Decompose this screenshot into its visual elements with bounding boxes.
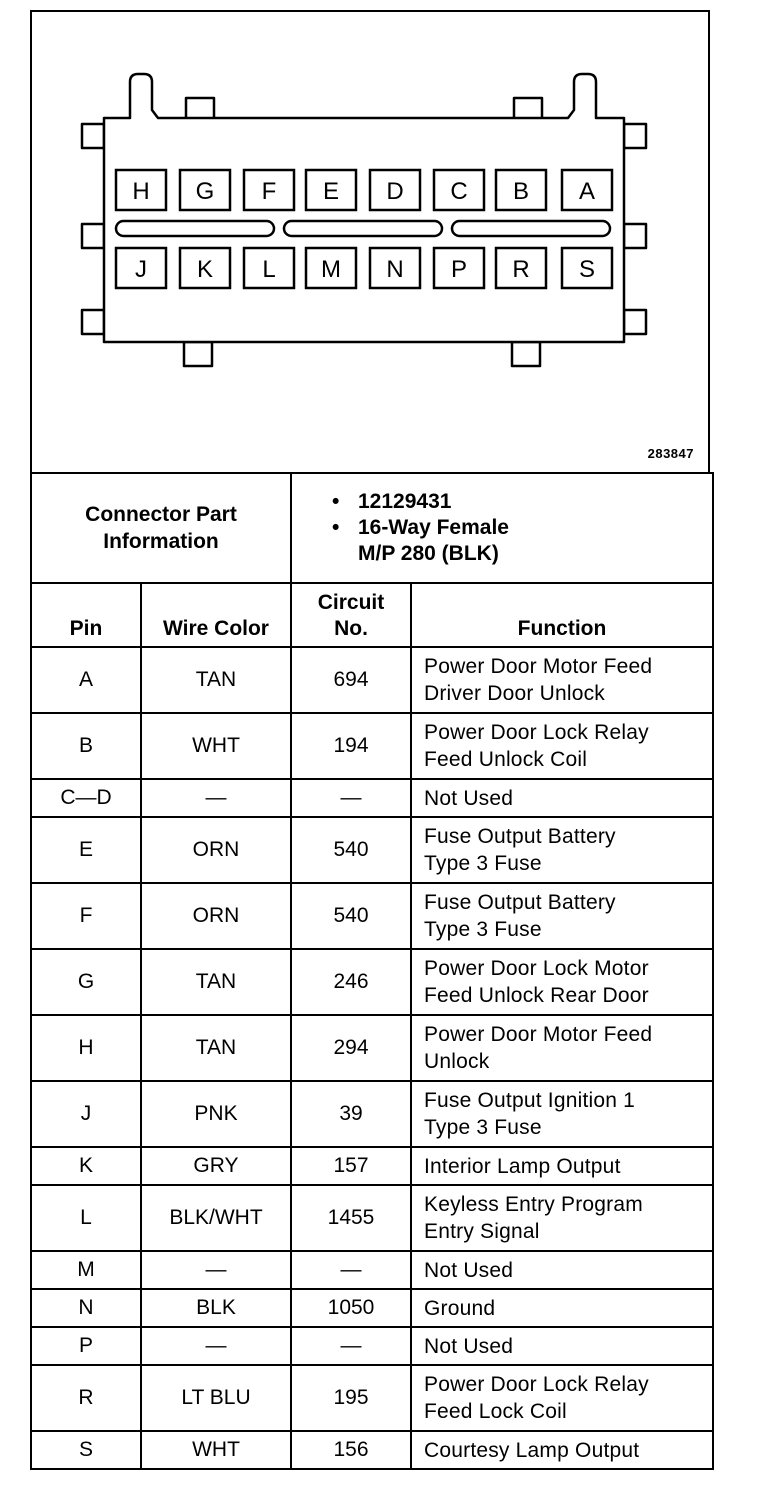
function-cell <box>411 817 713 883</box>
wire-color-cell: TAN <box>141 949 291 1015</box>
function-line: Feed Unlock Rear Door <box>424 984 649 1007</box>
connector-face-diagram <box>32 12 708 474</box>
function-line: Feed Lock Coil <box>424 1400 567 1423</box>
wire-color-cell: ORN <box>141 883 291 949</box>
function-line: Power Door Lock Relay <box>424 721 649 744</box>
circuit-number-cell: 246 <box>291 949 411 1015</box>
wire-color-cell: BLK <box>141 1289 291 1327</box>
wire-color-cell: BLK/WHT <box>141 1185 291 1251</box>
wire-color-cell: — <box>141 1327 291 1365</box>
function-cell <box>411 1431 713 1469</box>
keyway-slot-right <box>452 221 610 236</box>
connector-info-row <box>31 473 713 583</box>
pin-label-m: M <box>321 256 341 283</box>
pin-label-r: R <box>512 256 530 283</box>
wire-color-cell: WHT <box>141 713 291 779</box>
circuit-number-cell: 39 <box>291 1081 411 1147</box>
keyway-slot-center <box>284 221 442 236</box>
function-cell <box>411 1185 713 1251</box>
wire-color-cell: LT BLU <box>141 1365 291 1431</box>
function-cell <box>411 949 713 1015</box>
connector-tab-top-right <box>514 98 542 120</box>
pin-label-b: B <box>512 178 530 205</box>
function-line: Not Used <box>424 1334 514 1358</box>
circuit-number-cell: 540 <box>291 883 411 949</box>
pin-cell: N <box>31 1289 141 1327</box>
wire-color-cell: ORN <box>141 817 291 883</box>
pin-cell: A <box>31 647 141 713</box>
table-row <box>31 647 713 713</box>
function-line: Keyless Entry Program <box>424 1193 643 1216</box>
pin-label-s: S <box>578 256 596 283</box>
pin-cell: C—D <box>31 779 141 817</box>
table-row <box>31 1365 713 1431</box>
pin-cell: R <box>31 1365 141 1431</box>
pin-label-l: L <box>262 256 276 283</box>
connector-tab-bottom-right <box>512 342 540 366</box>
circuit-number-cell: 194 <box>291 713 411 779</box>
function-line: Fuse Output Battery <box>424 825 616 848</box>
connector-diagram-panel <box>30 10 710 472</box>
circuit-number-cell: 1050 <box>291 1289 411 1327</box>
function-line: Not Used <box>424 1258 514 1282</box>
function-line: Courtesy Lamp Output <box>424 1438 640 1462</box>
circuit-number-cell: 540 <box>291 817 411 883</box>
pin-cell: H <box>31 1015 141 1081</box>
keyway-slot-left <box>116 221 274 236</box>
circuit-number-cell: — <box>291 1327 411 1365</box>
circuit-number-cell: 1455 <box>291 1185 411 1251</box>
pin-cell: G <box>31 949 141 1015</box>
function-cell <box>411 883 713 949</box>
wire-color-cell: — <box>141 1251 291 1289</box>
function-cell <box>411 1251 713 1289</box>
wire-color-cell: WHT <box>141 1431 291 1469</box>
pin-cell: S <box>31 1431 141 1469</box>
function-line: Not Used <box>424 786 514 810</box>
circuit-number-cell: 294 <box>291 1015 411 1081</box>
function-line: Unlock <box>424 1050 490 1073</box>
header-circuit-line2: No. <box>334 617 368 640</box>
table-row <box>31 883 713 949</box>
wire-color-cell: PNK <box>141 1081 291 1147</box>
pin-cell: J <box>31 1081 141 1147</box>
pin-label-a: A <box>578 178 596 205</box>
table-header-row <box>31 583 713 647</box>
pin-cell: P <box>31 1327 141 1365</box>
circuit-number-cell: — <box>291 779 411 817</box>
function-line: Power Door Motor Feed <box>424 655 653 678</box>
connector-pinout-table <box>30 472 714 1470</box>
connector-ear-left-top <box>82 124 104 148</box>
circuit-number-cell: 156 <box>291 1431 411 1469</box>
function-cell <box>411 1147 713 1185</box>
header-function: Function <box>411 583 713 647</box>
table-row <box>31 1185 713 1251</box>
circuit-number-cell: 694 <box>291 647 411 713</box>
diagram-reference-number: 283847 <box>647 446 694 461</box>
table-row <box>31 1147 713 1185</box>
pin-label-c: C <box>450 178 468 205</box>
connector-ear-left-middle <box>82 224 104 248</box>
wire-color-cell: GRY <box>141 1147 291 1185</box>
function-cell <box>411 1015 713 1081</box>
pin-label-e: E <box>322 178 340 205</box>
pin-label-g: G <box>195 178 215 205</box>
function-cell <box>411 1289 713 1327</box>
pin-label-k: K <box>196 256 214 283</box>
function-line: Feed Unlock Coil <box>424 748 588 771</box>
table-row <box>31 1081 713 1147</box>
pin-label-j: J <box>135 256 147 283</box>
pin-cell: L <box>31 1185 141 1251</box>
function-cell <box>411 1081 713 1147</box>
pin-label-n: N <box>386 256 404 283</box>
connector-ear-right-top <box>624 124 646 148</box>
function-line: Fuse Output Ignition 1 <box>424 1089 636 1112</box>
wire-color-cell: TAN <box>141 1015 291 1081</box>
function-cell <box>411 1365 713 1431</box>
table-row <box>31 779 713 817</box>
function-line: Power Door Lock Relay <box>424 1373 649 1396</box>
function-cell <box>411 1327 713 1365</box>
circuit-number-cell: 195 <box>291 1365 411 1431</box>
connector-tab-top-left <box>186 98 214 120</box>
header-circuit-no <box>291 583 411 647</box>
function-line: Fuse Output Battery <box>424 891 616 914</box>
pin-cell: B <box>31 713 141 779</box>
pin-label-f: F <box>261 178 277 205</box>
connector-tab-bottom-left <box>184 342 212 366</box>
header-wire-color: Wire Color <box>141 583 291 647</box>
header-circuit-line1: Circuit <box>317 591 385 614</box>
pin-cell: K <box>31 1147 141 1185</box>
wire-color-cell: TAN <box>141 647 291 713</box>
connector-ear-right-middle <box>624 224 646 248</box>
wire-color-cell: — <box>141 779 291 817</box>
function-line: Driver Door Unlock <box>424 682 605 705</box>
function-line: Type 3 Fuse <box>424 852 542 875</box>
table-row <box>31 817 713 883</box>
header-pin: Pin <box>31 583 141 647</box>
function-line: Type 3 Fuse <box>424 918 542 941</box>
function-cell <box>411 713 713 779</box>
table-row <box>31 1015 713 1081</box>
pin-cell: E <box>31 817 141 883</box>
table-row <box>31 1327 713 1365</box>
pin-label-d: D <box>386 178 404 205</box>
table-row <box>31 949 713 1015</box>
pin-label-p: P <box>450 256 468 283</box>
function-line: Type 3 Fuse <box>424 1116 542 1139</box>
pin-cell: M <box>31 1251 141 1289</box>
connector-part-info-list <box>291 473 713 583</box>
table-row <box>31 1251 713 1289</box>
function-line: Interior Lamp Output <box>424 1154 621 1178</box>
function-line: Entry Signal <box>424 1220 540 1243</box>
pin-label-h: H <box>132 178 150 205</box>
connector-mp-description: M/P 280 (BLK) <box>358 542 499 565</box>
function-cell <box>411 647 713 713</box>
function-cell <box>411 779 713 817</box>
connector-type: • 16-Way Female <box>332 515 712 541</box>
function-line: Power Door Motor Feed <box>424 1023 653 1046</box>
function-line: Ground <box>424 1296 496 1320</box>
connector-part-info-label <box>31 473 291 583</box>
pin-cell: F <box>31 883 141 949</box>
connector-ear-right-bottom <box>624 310 646 334</box>
part-number: • 12129431 <box>332 489 712 515</box>
table-row <box>31 1289 713 1327</box>
circuit-number-cell: — <box>291 1251 411 1289</box>
connector-ear-left-bottom <box>82 310 104 334</box>
table-row <box>31 1431 713 1469</box>
connector-part-info-text: Connector Part Information <box>85 503 237 553</box>
table-row <box>31 713 713 779</box>
function-line: Power Door Lock Motor <box>424 957 649 980</box>
circuit-number-cell: 157 <box>291 1147 411 1185</box>
